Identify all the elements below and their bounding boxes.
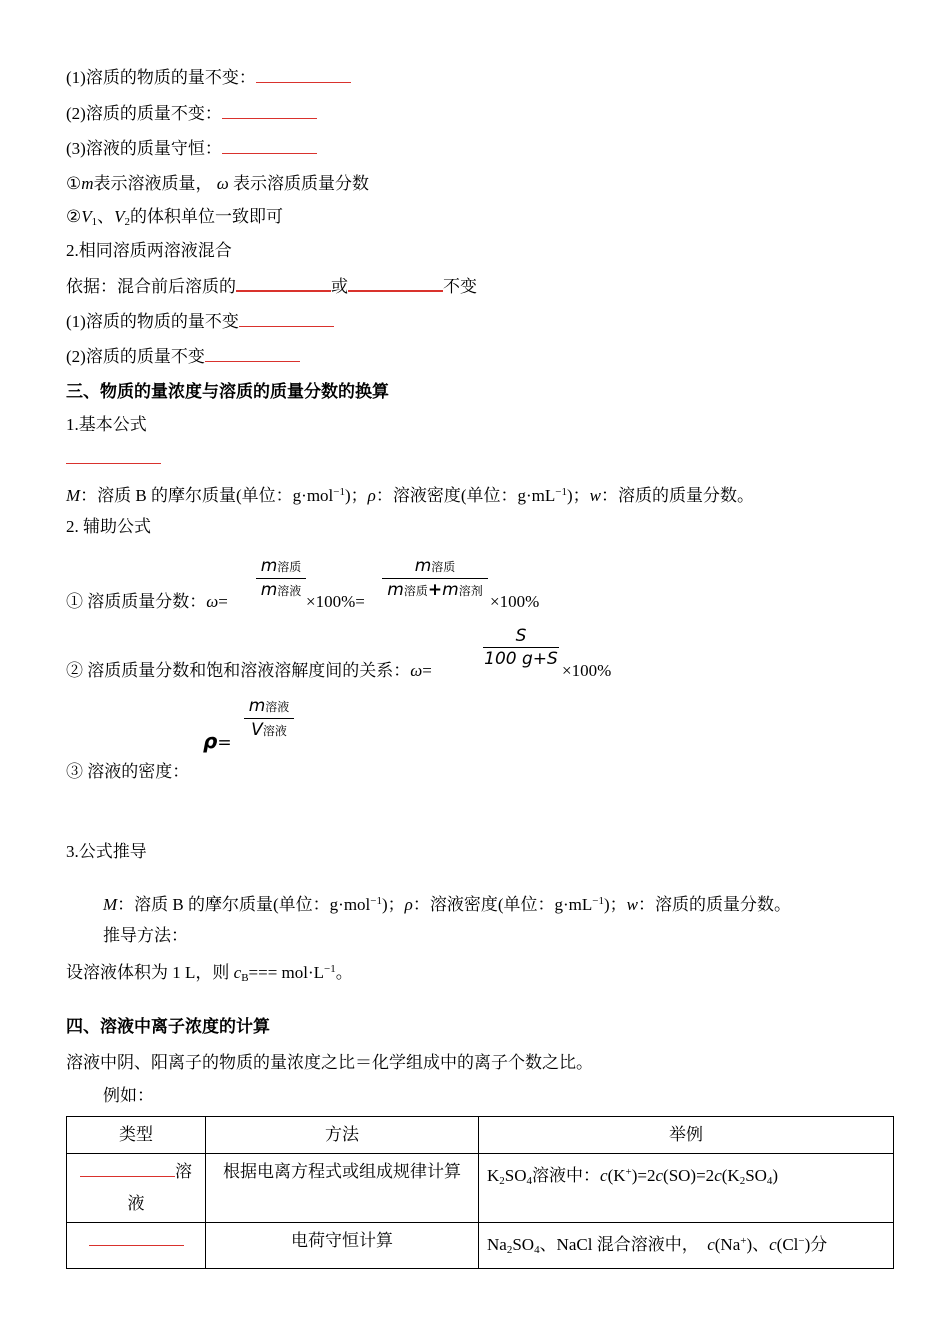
aux-formula-mass-fraction: ① 溶质质量分数：ω=	[66, 592, 228, 611]
line-solution-mass: (3)溶液的质量守恒：	[66, 138, 317, 160]
percent-factor: ×100%	[562, 661, 612, 680]
line-mixing-basis: 依据：混合前后溶质的 或 不变	[66, 277, 477, 296]
formula-blank-line	[66, 448, 161, 470]
symbol-definitions: M：溶质 B 的摩尔质量(单位：g·mol$^{-1}$)；ρ：溶液密度(单位：$g\cdot mL^{-1}$)；w：溶质的质量分数。	[103, 895, 792, 914]
note-m-omega: ①m表示溶液质量， ω 表示溶质质量分数	[66, 174, 370, 193]
percent-factor: ×100%	[490, 592, 540, 611]
fill-blank[interactable]	[89, 1231, 184, 1246]
fill-blank[interactable]	[66, 449, 161, 464]
fill-blank[interactable]	[222, 139, 317, 154]
fill-blank[interactable]	[205, 347, 300, 362]
fill-blank[interactable]	[239, 312, 334, 327]
heading-aux-formulas: 2. 辅助公式	[66, 517, 151, 536]
table-cell-type: 溶 液	[67, 1154, 206, 1223]
percent-factor: ×100%=	[306, 592, 365, 611]
aux-formula-solubility: ② 溶质质量分数和饱和溶液溶解度间的关系：ω=	[66, 661, 432, 680]
heading-mixing: 2.相同溶质两溶液混合	[66, 241, 232, 260]
fraction-density: m溶液 V溶液	[244, 696, 294, 741]
line-solute-moles: (1)溶质的物质的量不变：	[66, 67, 351, 89]
table-cell-method: 电荷守恒计算	[206, 1223, 479, 1269]
aux-formula-density: ③ 溶液的密度：	[66, 762, 190, 781]
fraction-solute-over-solution: m溶质 m溶液	[256, 556, 306, 601]
fill-blank[interactable]	[80, 1162, 175, 1177]
table-cell-type	[67, 1223, 206, 1269]
fraction-solubility: S 100 g+S	[484, 626, 558, 669]
fraction-solute-over-sum: m溶质 m溶质+m溶剂	[382, 556, 488, 601]
table-header: 类型	[67, 1117, 206, 1154]
table-cell-method: 根据电离方程式或组成规律计算	[206, 1154, 479, 1223]
fill-blank[interactable]	[236, 276, 331, 292]
fill-blank[interactable]	[256, 68, 351, 83]
derivation-assumption: 设溶液体积为 1 L，则 $c_B=== mol\cdot L^{-1}$。	[66, 963, 353, 984]
example-label: 例如：	[103, 1086, 154, 1105]
fill-blank[interactable]	[348, 276, 443, 292]
table-header: 举例	[479, 1117, 894, 1154]
table-cell-example: $Na_2SO_4$、NaCl 混合溶液中， c(Na+)、c(Cl−)分	[479, 1223, 894, 1269]
derivation-method: 推导方法：	[103, 926, 188, 945]
table-header: 方法	[206, 1117, 479, 1154]
table-header-row	[67, 1117, 894, 1154]
note-volume-units: $②V_1$、$V_2$的体积单位一致即可	[66, 207, 284, 228]
line-mix-moles: (1)溶质的物质的量不变	[66, 311, 334, 333]
section-heading-ion-concentration: 四、溶液中离子浓度的计算	[66, 1017, 270, 1036]
line-solute-mass: (2)溶质的质量不变：	[66, 103, 317, 125]
section-heading-conversion: 三、物质的量浓度与溶质的质量分数的换算	[66, 382, 389, 401]
line-mix-mass: (2)溶质的质量不变	[66, 346, 300, 368]
heading-basic-formula: 1.基本公式	[66, 415, 147, 434]
table-cell-example: $K_2SO_4$溶液中：$c(K^+)=2c(SO)=2c(K_2SO_4)$	[479, 1154, 894, 1223]
heading-derivation: 3.公式推导	[66, 842, 147, 861]
rho-symbol: ρ=	[203, 729, 232, 753]
table-row	[67, 1154, 894, 1223]
ion-concentration-table	[66, 1116, 894, 1269]
symbol-definitions: M：溶质 B 的摩尔质量(单位：g·mol$^{-1}$)；ρ：溶液密度(单位：$g\cdot mL^{-1}$)；w：溶质的质量分数。	[66, 486, 755, 505]
fill-blank[interactable]	[222, 104, 317, 119]
table-row	[67, 1223, 894, 1269]
ion-ratio-rule: 溶液中阴、阳离子的物质的量浓度之比＝化学组成中的离子个数之比。	[66, 1053, 593, 1072]
